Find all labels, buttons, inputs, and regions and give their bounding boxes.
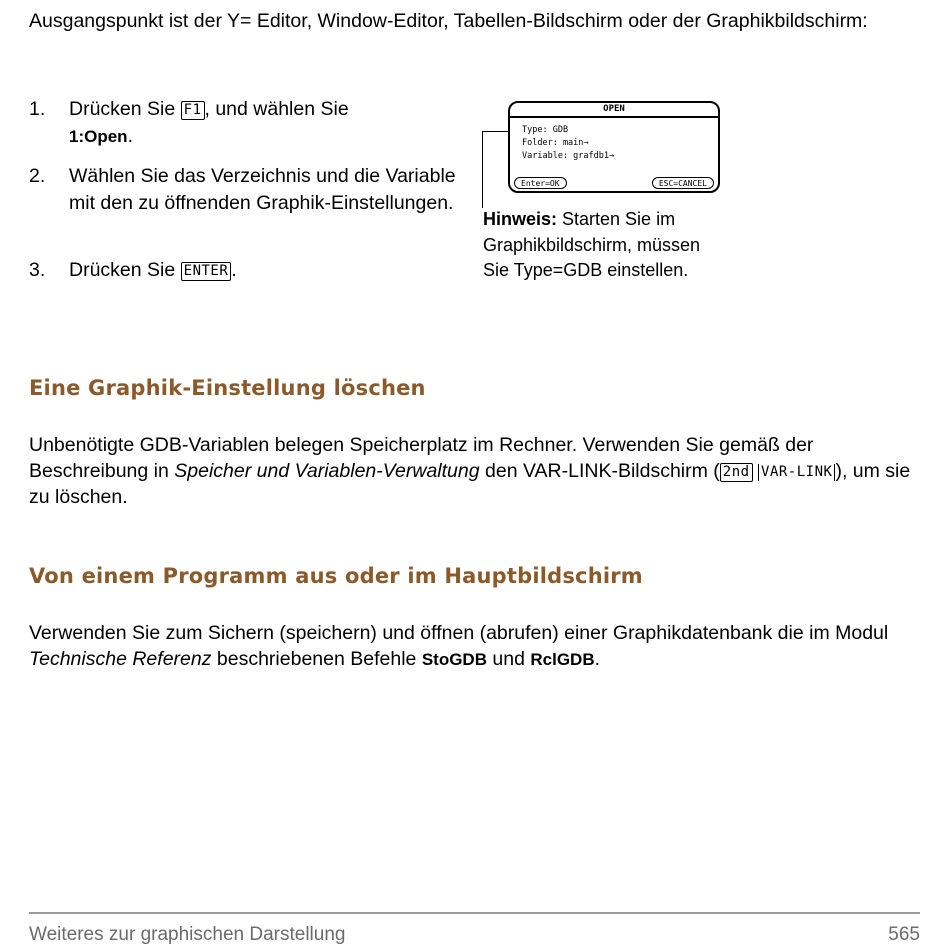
paragraph-text: den VAR-LINK-Bildschirm ( — [479, 460, 720, 482]
paragraph-text: Unbenötigte GDB-Variablen belegen Speicherplatz im Rechner. Verwenden Sie gemäß der Beschreibung in — [29, 434, 814, 482]
step-3 — [29, 257, 449, 287]
paragraph-text: beschriebenen Befehle — [211, 648, 422, 670]
section-heading-program: Von einem Programm aus oder im Hauptbildschirm — [29, 564, 643, 588]
dialog-type-line: Type: GDB — [522, 125, 569, 135]
step-text: Drücken Sie — [69, 98, 181, 120]
enter-key: ENTER — [181, 262, 232, 281]
step-number: 3. — [29, 259, 46, 281]
f1-key: F1 — [181, 101, 205, 120]
section2-paragraph — [29, 620, 934, 673]
paragraph-text: und — [486, 648, 531, 670]
dialog-folder-line: Folder: main→ — [522, 138, 589, 148]
dialog-ok-button: Enter=OK — [514, 177, 567, 189]
callout-line — [482, 131, 509, 132]
dialog-cancel-button: ESC=CANCEL — [652, 177, 714, 189]
step-number: 2. — [29, 165, 46, 187]
open-command: 1:Open — [69, 127, 128, 146]
rclgdb-command: RclGDB — [530, 650, 595, 669]
dialog-title: OPEN — [510, 103, 718, 118]
footer-rule — [29, 912, 920, 914]
step-text: Wählen Sie das Verzeichnis und die Variable mit den zu öffnenden Graphik-Einstellungen. — [69, 165, 456, 214]
step-text: Drücken Sie — [69, 259, 181, 281]
stogdb-command: StoGDB — [421, 650, 487, 669]
manual-reference: Technische Referenz — [29, 648, 212, 670]
open-dialog-screenshot — [508, 101, 720, 193]
intro-paragraph: Ausgangspunkt ist der Y= Editor, Window-Editor, Tabellen-Bildschirm oder der Graphikbildschirm: — [29, 10, 868, 32]
footer-page-number: 565 — [888, 924, 920, 945]
note-body: Starten Sie im Graphikbildschirm, müssen Sie Type=GDB einstellen. — [483, 209, 701, 280]
callout-line — [482, 131, 483, 208]
dialog-variable-line: Variable: grafdb1→ — [522, 151, 615, 161]
var-link-key: VAR-LINK — [758, 464, 835, 481]
section1-paragraph — [29, 432, 934, 510]
note-text — [483, 207, 723, 284]
2nd-key: 2nd — [720, 463, 753, 482]
step-2 — [29, 163, 456, 247]
section-heading-delete: Eine Graphik-Einstellung löschen — [29, 376, 426, 400]
paragraph-text: Verwenden Sie zum Sichern (speichern) und öffnen (abrufen) einer Graphikdatenbank die im Modul — [29, 622, 889, 644]
paragraph-text: . — [594, 648, 601, 670]
note-label: Hinweis: — [483, 209, 558, 229]
paragraph-text: ), um sie zu löschen. — [29, 460, 911, 508]
step-text: , und wählen Sie — [204, 98, 349, 120]
step-text: . — [127, 125, 133, 147]
step-text: . — [231, 259, 237, 281]
step-1 — [29, 96, 449, 156]
manual-reference: Speicher und Variablen-Verwaltung — [174, 460, 480, 482]
step-number: 1. — [29, 98, 46, 120]
footer-chapter-title: Weiteres zur graphischen Darstellung — [29, 924, 346, 945]
